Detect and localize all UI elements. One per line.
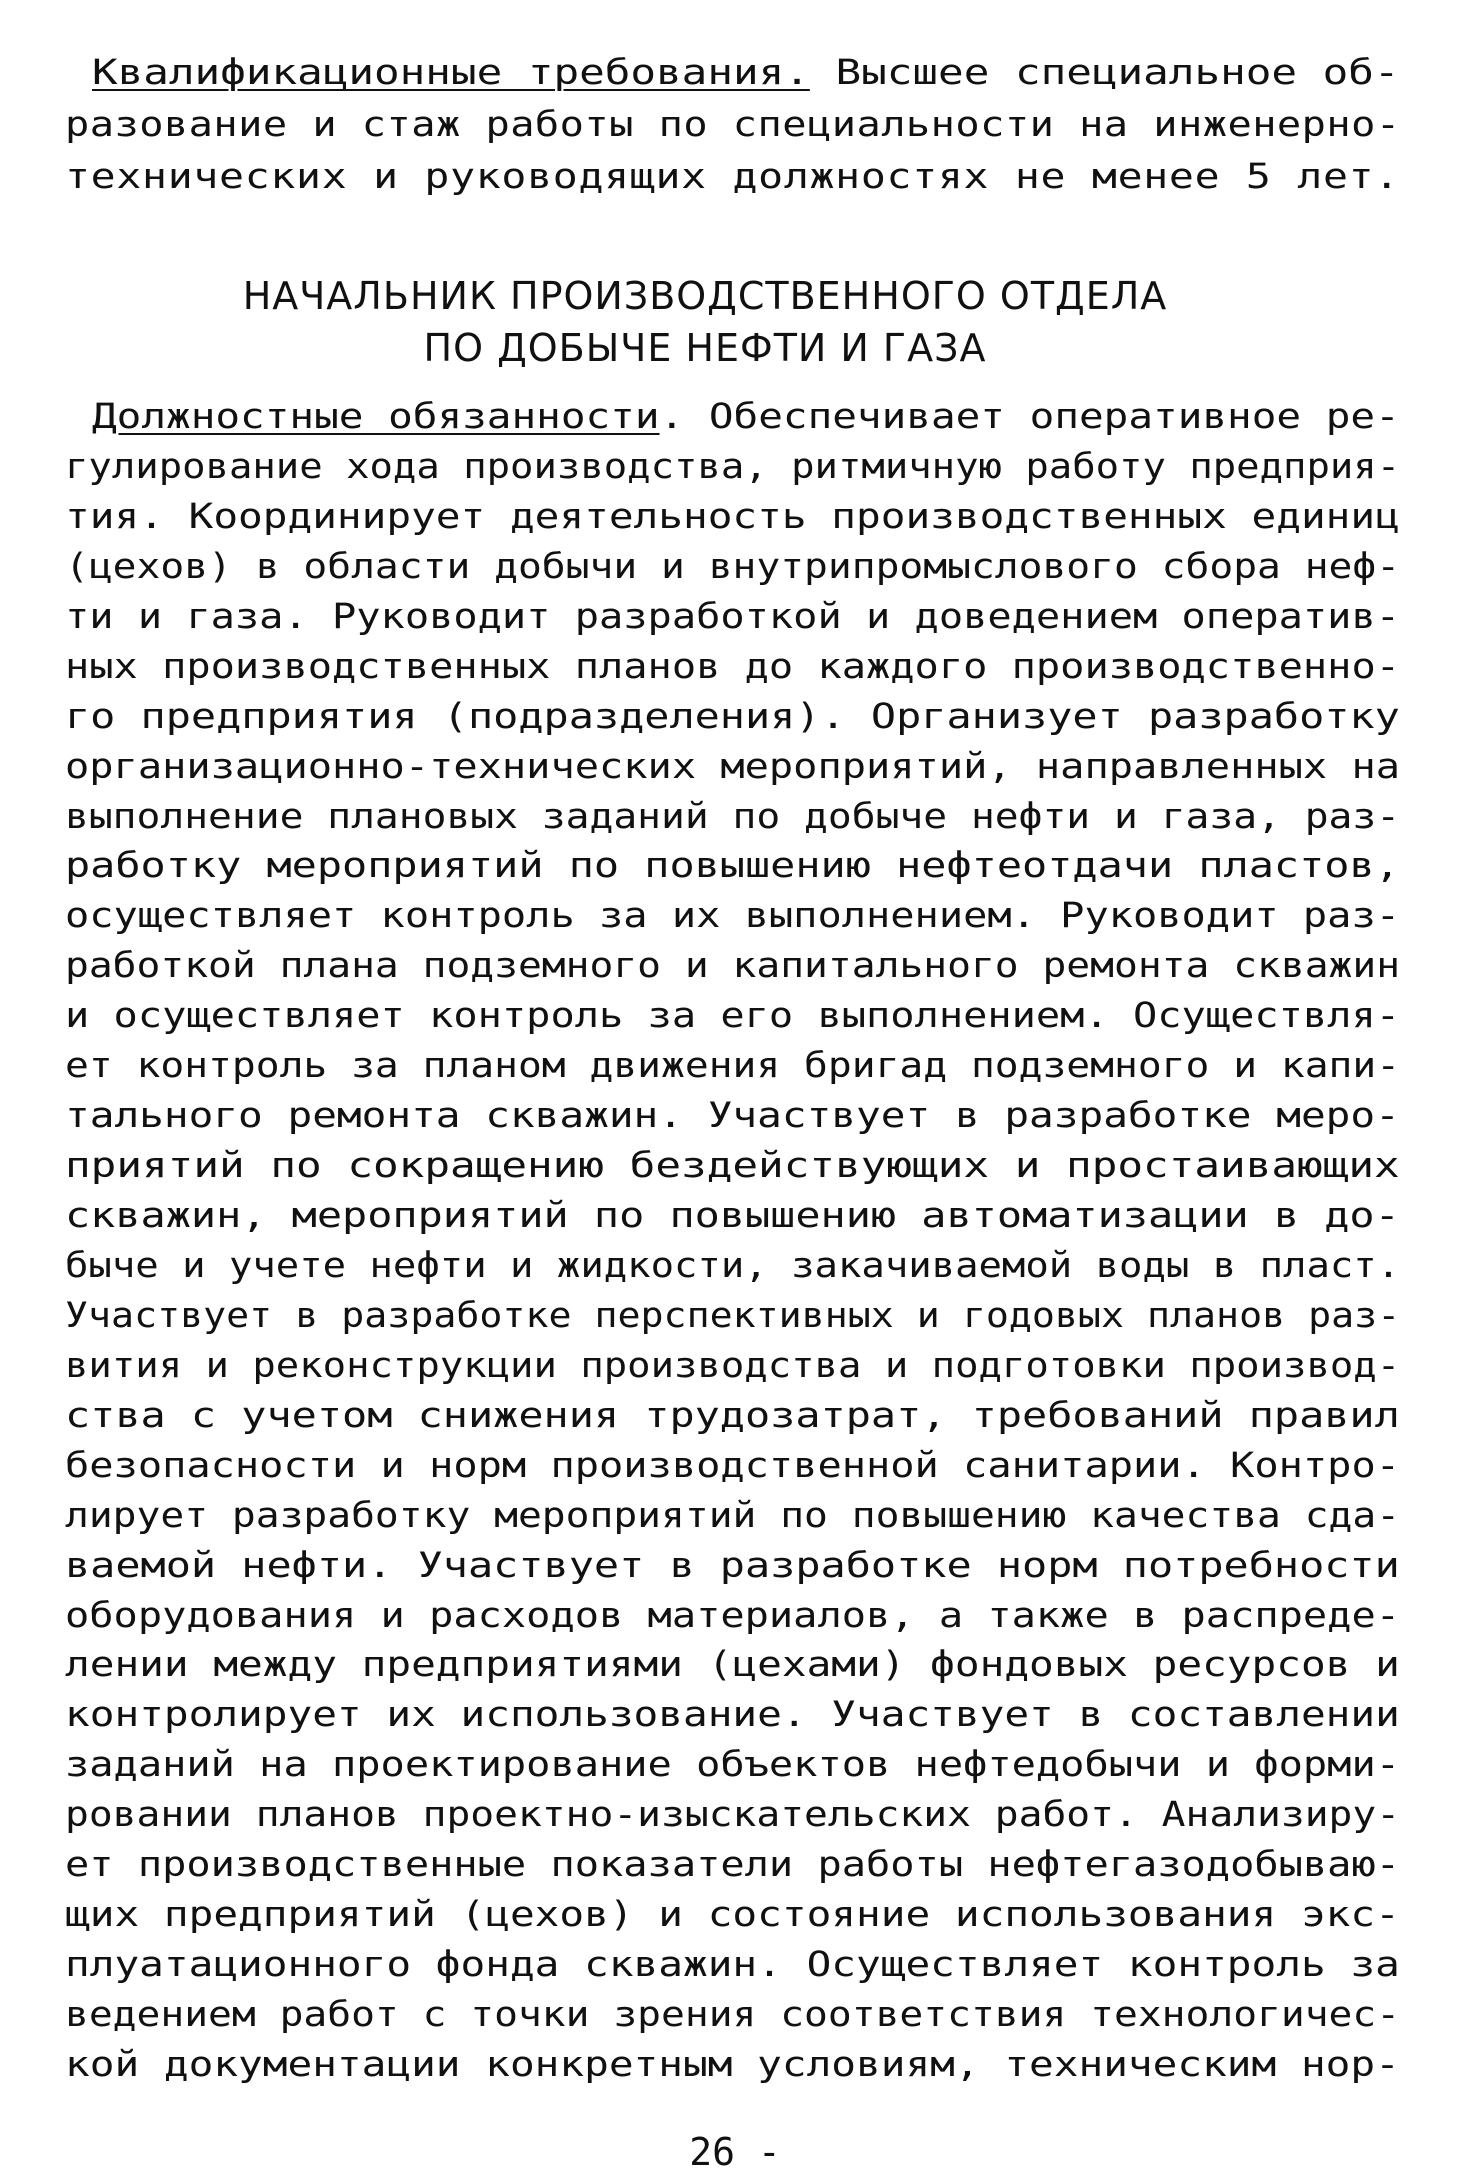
intro-line-2: разование и стаж работы по специальности на инженерно-	[65, 105, 1401, 145]
duties-line: лирует разработку мероприятий по повышению качества сда-	[65, 1496, 1401, 1536]
duties-line: (цехов) в области добычи и внутрипромыслового сбора неф-	[65, 547, 1401, 587]
duties-line: плуатационного фонда скважин. Осуществляет контроль за	[65, 1945, 1400, 1985]
qualifications-label: Квалификационные требования.	[92, 53, 810, 93]
intro-line-3: технических и руководящих должностях не менее 5 лет.	[65, 157, 1400, 197]
intro-line-1	[92, 48, 1400, 98]
duties-line: ства с учетом снижения трудозатрат, требований правил	[65, 1396, 1400, 1436]
duties-label: Должностные обязанности	[92, 397, 660, 437]
duties-line: ваемой нефти. Участвует в разработке норм потребности	[65, 1546, 1400, 1586]
duties-line: скважин, мероприятий по повышению автоматизации в до-	[65, 1196, 1400, 1236]
duties-line: безопасности и норм производственной санитарии. Контро-	[65, 1446, 1400, 1486]
duties-line: ведением работ с точки зрения соответствия технологичес-	[65, 1995, 1401, 2035]
section-heading-line-2: ПО ДОБЫЧЕ НЕФТИ И ГАЗА	[423, 326, 987, 370]
duties-line-1	[92, 392, 1400, 442]
duties-line: лении между предприятиями (цехами) фондовых ресурсов и	[65, 1645, 1400, 1685]
duties-line: организационно-технических мероприятий, направленных на	[65, 747, 1400, 787]
duties-line: и осуществляет контроль за его выполнением. Осуществля-	[65, 996, 1400, 1036]
duties-line-1-rest: . Обеспечивает оперативное ре-	[659, 397, 1400, 437]
duties-line: щих предприятий (цехов) и состояние использования экс-	[65, 1895, 1400, 1935]
duties-line: ет производственные показатели работы нефтегазодобываю-	[65, 1845, 1400, 1885]
duties-line: оборудования и расходов материалов, а также в распреде-	[65, 1596, 1400, 1636]
duties-line: Участвует в разработке перспективных и годовых планов раз-	[65, 1296, 1401, 1336]
duties-line: ровании планов проектно-изыскательских работ. Анализиру-	[65, 1795, 1401, 1835]
duties-line: выполнение плановых заданий по добыче нефти и газа, раз-	[65, 797, 1401, 837]
duties-line: го предприятия (подразделения). Организует разработку	[65, 697, 1400, 737]
duties-line: тального ремонта скважин. Участвует в разработке меро-	[65, 1096, 1400, 1136]
duties-line: кой документации конкретным условиям, техническим нор-	[65, 2045, 1400, 2085]
duties-line: тия. Координирует деятельность производственных единиц	[65, 497, 1400, 537]
duties-line: заданий на проектирование объектов нефтедобычи и форми-	[65, 1745, 1400, 1785]
duties-line: ных производственных планов до каждого производственно-	[65, 647, 1400, 687]
duties-line: ет контроль за планом движения бригад подземного и капи-	[65, 1046, 1401, 1086]
duties-line: ти и газа. Руководит разработкой и доведением оператив-	[65, 597, 1400, 637]
duties-line: быче и учете нефти и жидкости, закачиваемой воды в пласт.	[65, 1246, 1401, 1286]
section-heading-line-1: НАЧАЛЬНИК ПРОИЗВОДСТВЕННОГО ОТДЕЛА	[242, 274, 1168, 318]
duties-line: осуществляет контроль за их выполнением. Руководит раз-	[65, 896, 1400, 936]
duties-line: приятий по сокращению бездействующих и простаивающих	[65, 1146, 1400, 1186]
page-number: 26 -	[689, 2130, 781, 2174]
duties-line: гулирование хода производства, ритмичную работу предприя-	[65, 447, 1401, 487]
duties-line: вития и реконструкции производства и подготовки производ-	[65, 1346, 1401, 1386]
duties-line: работку мероприятий по повышению нефтеотдачи пластов,	[65, 846, 1400, 886]
duties-line: контролирует их использование. Участвует в составлении	[65, 1695, 1400, 1735]
intro-line-1-rest: Высшее специальное об-	[809, 53, 1400, 93]
duties-line: работкой плана подземного и капитального ремонта скважин	[65, 946, 1401, 986]
